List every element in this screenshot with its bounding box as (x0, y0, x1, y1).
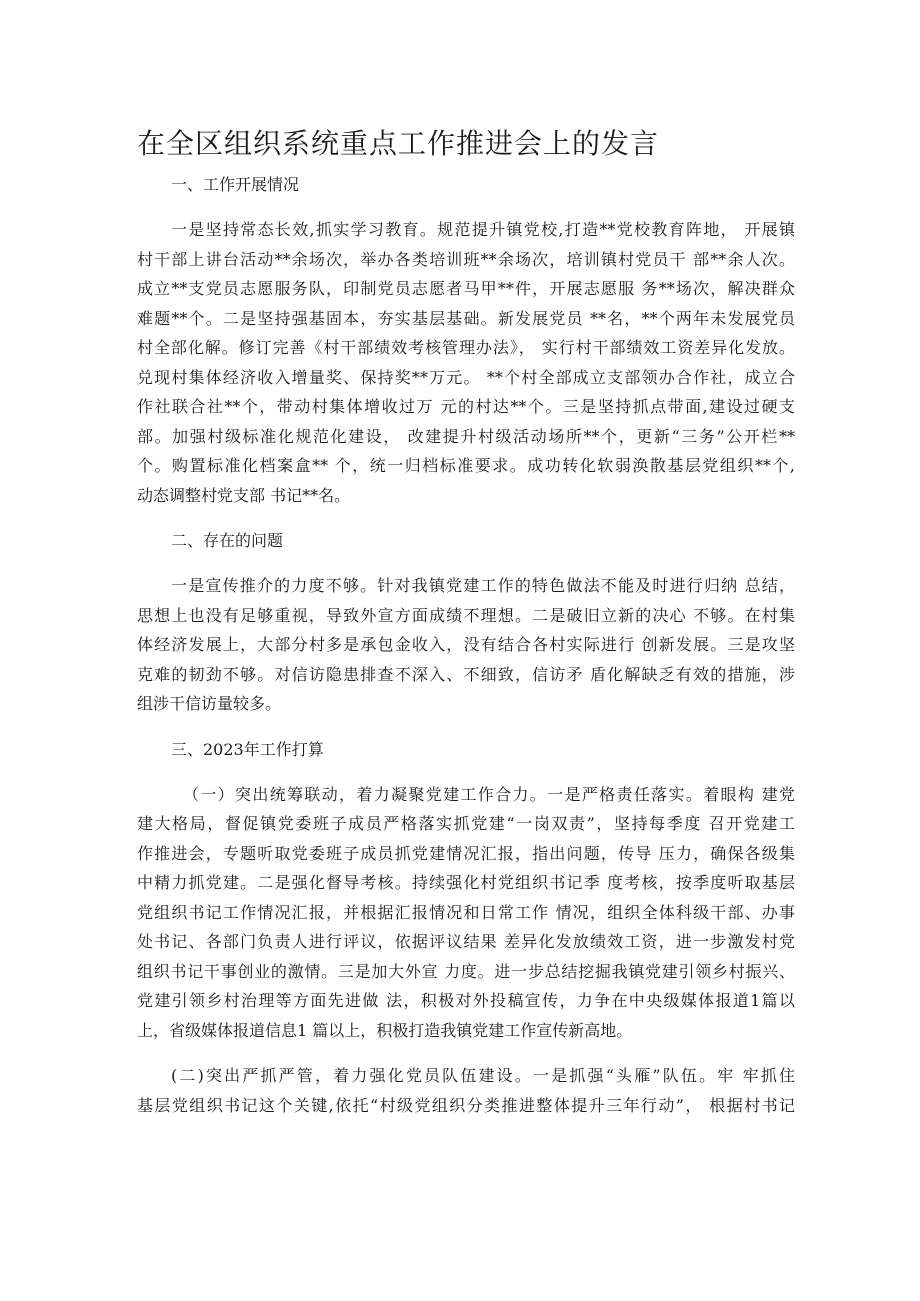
paragraph-line: 难题**个。二是坚持强基固本，夯实基层基础。新发展党员 **名，**个两年未发展党员 (137, 308, 795, 328)
paragraph-line: 一是坚持常态长效,抓实学习教育。规范提升镇党校,打造**党校教育阵地， 开展镇 (171, 220, 795, 239)
paragraph-line: 克难的韧劲不够。对信访隐患排查不深入、不细致，信访矛 盾化解缺乏有效的措施，涉 (137, 664, 795, 684)
paragraph-line: 上，省级媒体报道信息1 篇以上，积极打造我镇党建工作宣传新高地。 (137, 1020, 633, 1040)
paragraph-line: 中精力抓党建。二是强化督导考核。持续强化村党组织书记季 度考核，按季度听取基层 (137, 873, 795, 892)
section-3-part-2-paragraph (137, 1061, 795, 1120)
paragraph-line: (二)突出严抓严管，着力强化党员队伍建设。一是抓强“头雁”队伍。牢 牢抓住 (171, 1066, 795, 1085)
paragraph-line: 党建引领乡村治理等方面先进做 法，积极对外投稿宣传，力争在中央级媒体报道1篇以 (137, 991, 795, 1010)
paragraph-line: 村干部上讲台活动**余场次，举办各类培训班**余场次，培训镇村党员干 部**余人次。 (137, 249, 795, 269)
paragraph-line: 组织书记干事创业的激情。三是加大外宣 力度。进一步总结挖掘我镇党建引领乡村振兴、 (137, 961, 795, 981)
document-body (137, 170, 795, 1136)
paragraph-line: 作社联合社**个，带动村集体增收过万 元的村达**个。三是坚持抓点带面,建设过硬支 (137, 397, 795, 416)
paragraph-line: 建大格局，督促镇党委班子成员严格落实抓党建“一岗双责”，坚持每季度 召开党建工 (137, 814, 795, 833)
paragraph-line: 成立**支党员志愿服务队，印制党员志愿者马甲**件，开展志愿服 务**场次，解决群众 (137, 279, 795, 298)
paragraph-line: 基层党组织书记这个关键,依托“村级党组织分类推进整体提升三年行动”， 根据村书记 (137, 1095, 795, 1115)
section-2-paragraph (137, 571, 795, 719)
paragraph-line: （一）突出统筹联动，着力凝聚党建工作合力。一是严格责任落实。着眼构 建党 (183, 784, 795, 804)
section-heading-2: 二、存在的问题 (171, 531, 284, 550)
paragraph-line: 部。加强村级标准化规范化建设， 改建提升村级活动场所**个，更新“三务”公开栏** (137, 426, 795, 446)
paragraph-line: 兑现村集体经济收入增量奖、保持奖**万元。 **个村全部成立支部领办合作社，成立合 (137, 367, 795, 387)
paragraph-line: 党组织书记工作情况汇报，并根据汇报情况和日常工作 情况，组织全体科级干部、办事 (137, 902, 795, 922)
section-heading-1: 一、工作开展情况 (171, 175, 300, 194)
section-heading-3: 三、2023年工作打算 (171, 739, 324, 759)
paragraph-line: 思想上也没有足够重视，导致外宣方面成绩不理想。二是破旧立新的决心 不够。在村集 (137, 605, 795, 625)
paragraph-line: 体经济发展上，大部分村多是承包金收入，没有结合各村实际进行 创新发展。三是攻坚 (137, 635, 795, 654)
paragraph-line: 组涉干信访量较多。 (137, 694, 282, 713)
paragraph-line: 处书记、各部门负责人进行评议，依据评议结果 差异化发放绩效工资，进一步激发村党 (137, 932, 795, 951)
paragraph-line: 动态调整村党支部 书记**名。 (137, 485, 351, 505)
paragraph-line: 作推进会，专题听取党委班子成员抓党建情况汇报，指出问题，传导 压力，确保各级集 (137, 843, 795, 863)
paragraph-line: 村全部化解。修订完善《村干部绩效考核管理办法》， 实行村干部绩效工资差异化发放。 (137, 338, 795, 357)
section-1-paragraph (137, 215, 795, 510)
paragraph-line: 一是宣传推介的力度不够。针对我镇党建工作的特色做法不能及时进行归纳 总结， (171, 576, 795, 595)
document-title: 在全区组织系统重点工作推进会上的发言 (137, 127, 660, 160)
section-3-part-1-paragraph (137, 780, 795, 1046)
paragraph-line: 个。购置标准化档案盒** 个，统一归档标准要求。成功转化软弱涣散基层党组织**个, (137, 456, 795, 475)
